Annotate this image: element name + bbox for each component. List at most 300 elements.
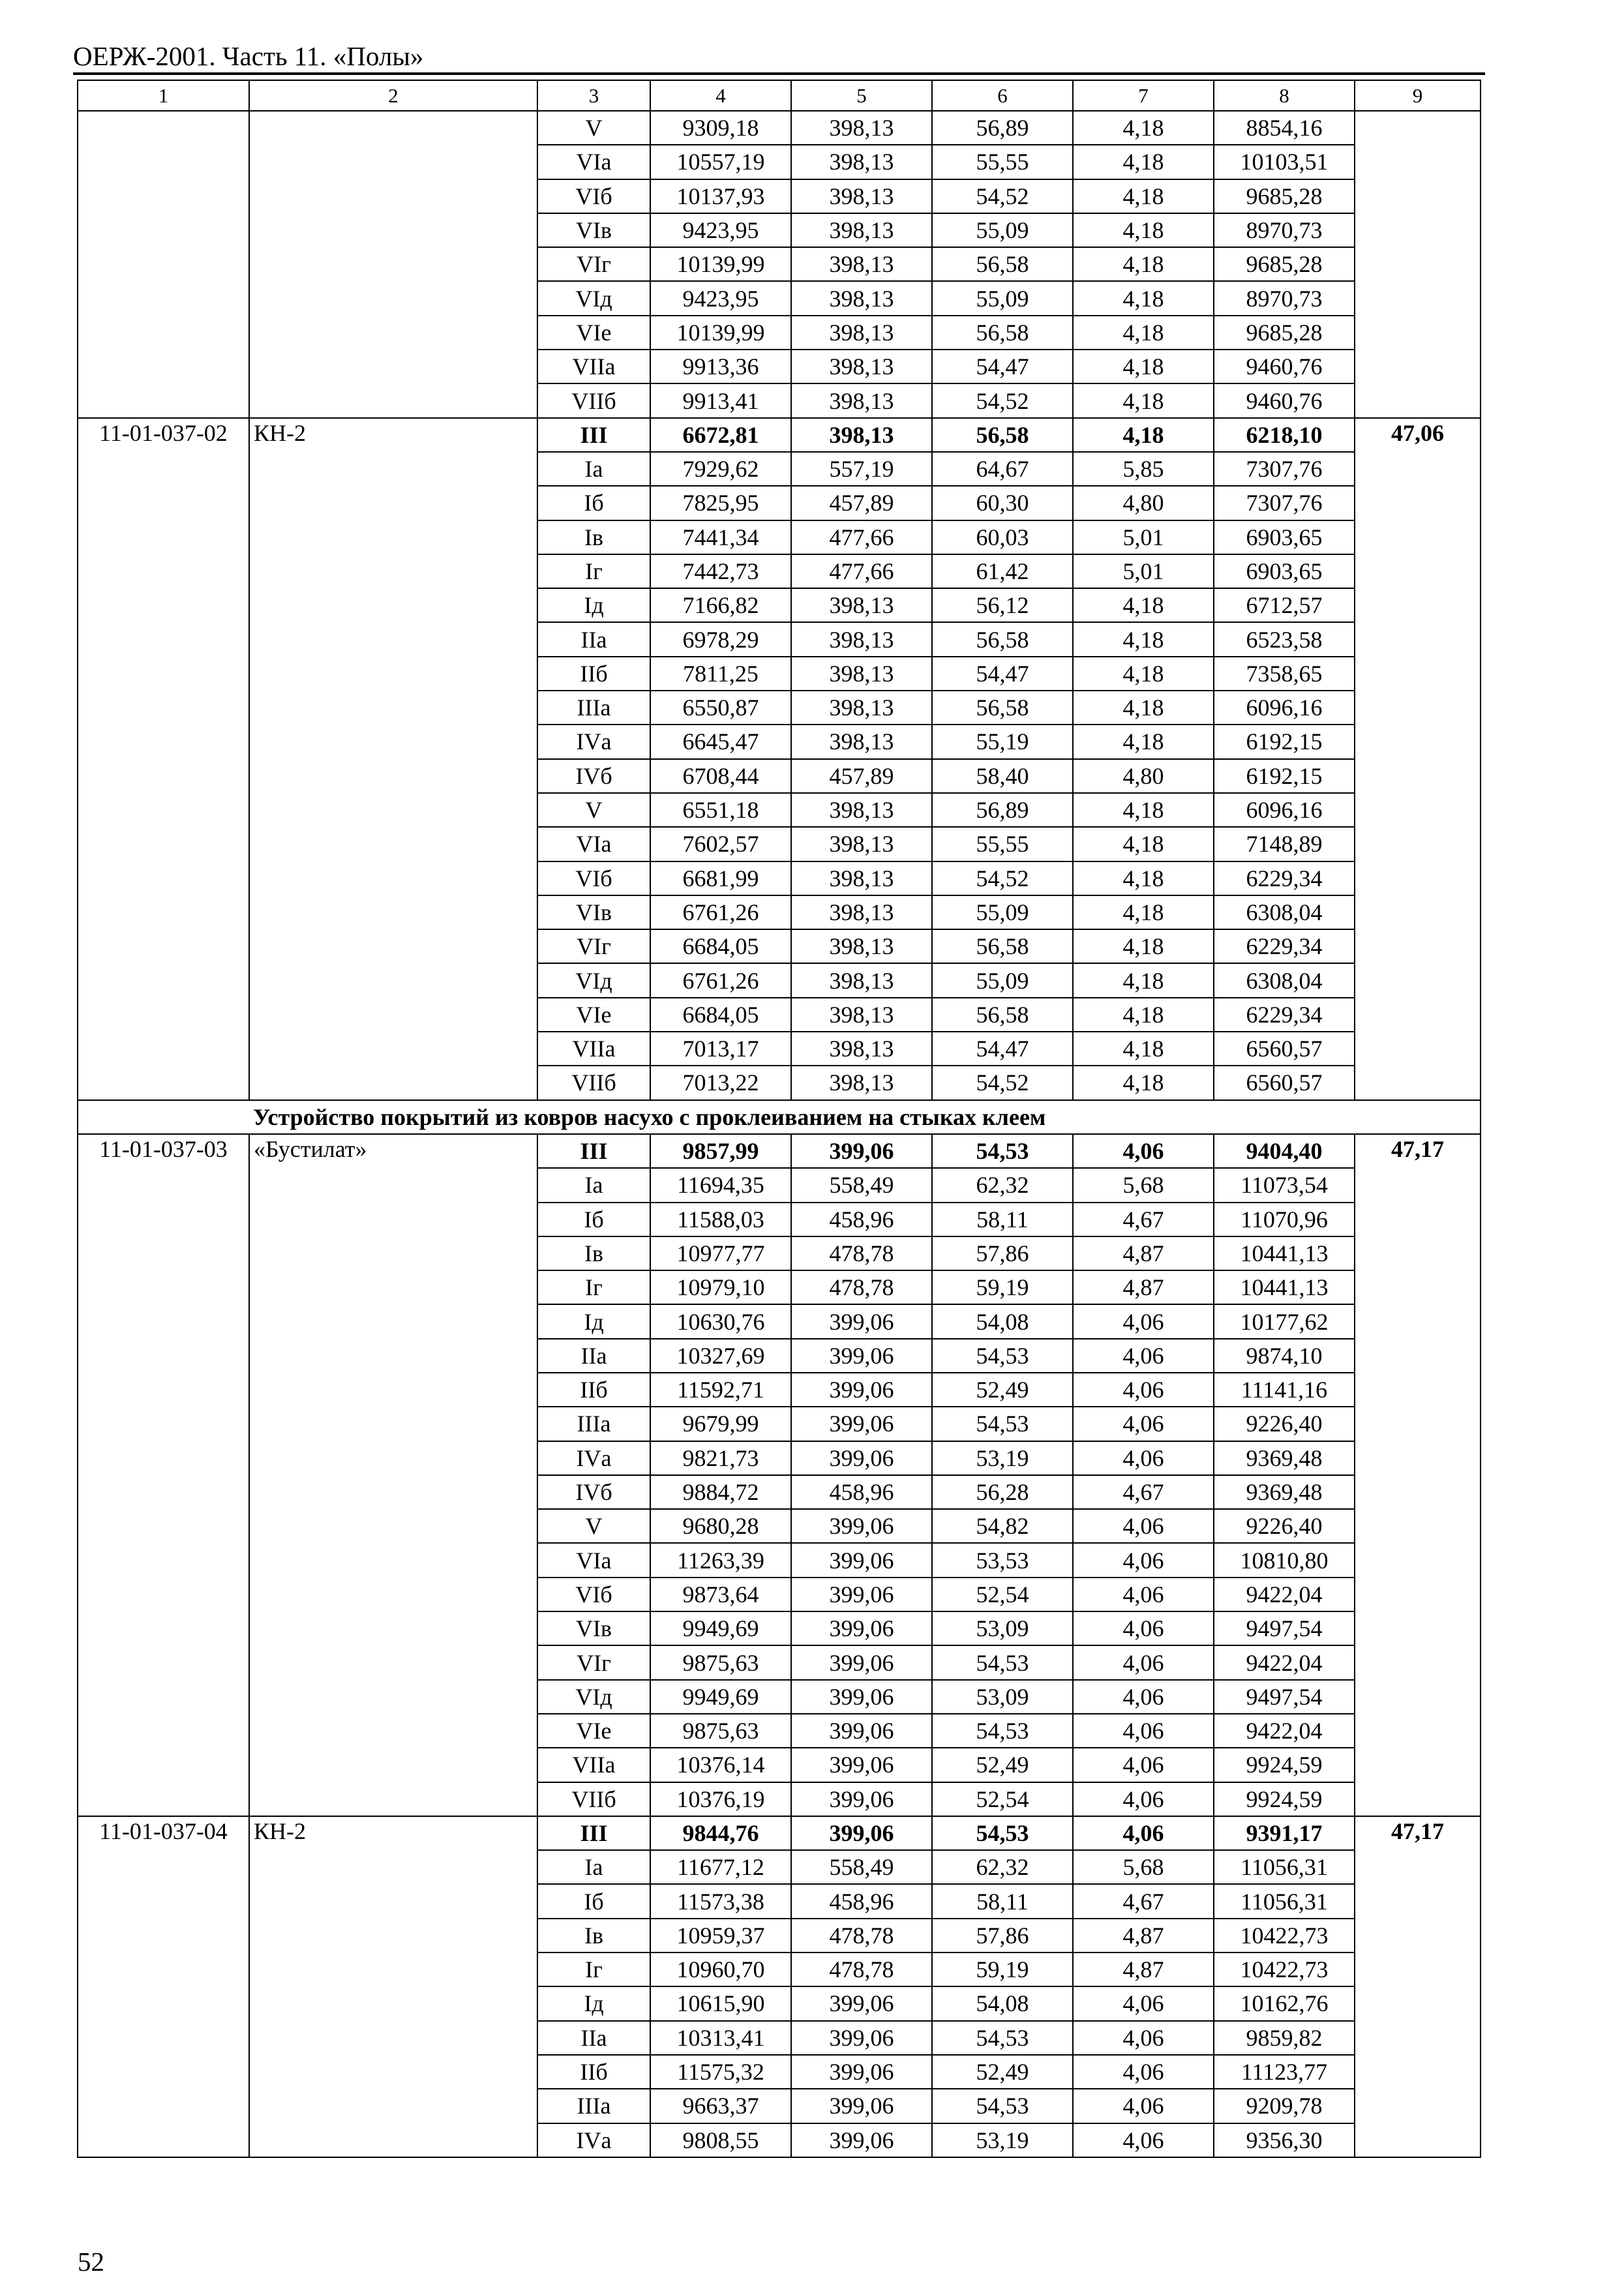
labor-cost-cell [1355,520,1481,554]
value-cell: 4,06 [1073,2123,1214,2157]
zone-cell: IVа [537,1441,650,1475]
value-cell: 54,53 [932,1339,1073,1373]
rate-code-cell [78,1407,249,1441]
table-row [78,554,1481,588]
material-name-cell [249,2055,537,2089]
value-cell: 54,52 [932,861,1073,895]
material-name-cell [249,963,537,997]
table-row [78,2089,1481,2123]
value-cell: 6308,04 [1214,895,1355,929]
value-cell: 4,18 [1073,1066,1214,1100]
zone-cell: VIIа [537,1748,650,1782]
labor-cost-cell [1355,691,1481,725]
material-name-cell [249,1782,537,1816]
material-name-cell [249,1884,537,1918]
material-name-cell [249,827,537,861]
value-cell: 399,06 [791,2123,932,2157]
rate-code-cell [78,145,249,179]
value-cell: 398,13 [791,247,932,281]
value-cell: 9884,72 [650,1475,791,1509]
value-cell: 6684,05 [650,998,791,1032]
value-cell: 4,06 [1073,1645,1214,1679]
value-cell: 7442,73 [650,554,791,588]
material-name-cell [249,1304,537,1338]
table-row [78,1304,1481,1338]
value-cell: 11588,03 [650,1203,791,1236]
material-name-cell [249,1714,537,1748]
value-cell: 10810,80 [1214,1543,1355,1577]
table-row [78,963,1481,997]
rate-code-cell [78,452,249,486]
value-cell: 56,58 [932,316,1073,350]
value-cell: 6192,15 [1214,759,1355,793]
zone-cell: VIб [537,179,650,213]
material-name-cell [249,1270,537,1304]
value-cell: 9309,18 [650,111,791,145]
value-cell: 4,18 [1073,383,1214,417]
labor-cost-cell [1355,486,1481,520]
table-row [78,281,1481,315]
value-cell: 6550,87 [650,691,791,725]
value-cell: 10422,73 [1214,1919,1355,1952]
value-cell: 9423,95 [650,281,791,315]
value-cell: 398,13 [791,929,932,963]
labor-cost-cell [1355,1714,1481,1748]
rate-code-cell [78,998,249,1032]
value-cell: 398,13 [791,725,932,758]
rate-code-cell [78,895,249,929]
table-row [78,1782,1481,1816]
value-cell: 4,80 [1073,759,1214,793]
rate-code-cell [78,179,249,213]
labor-cost-cell [1355,759,1481,793]
labor-cost-cell [1355,1066,1481,1100]
zone-cell: VIг [537,929,650,963]
table-row [78,725,1481,758]
labor-cost-cell [1355,657,1481,691]
value-cell: 5,68 [1073,1850,1214,1884]
zone-cell: VIв [537,895,650,929]
rate-code-cell [78,1168,249,1202]
value-cell: 9924,59 [1214,1748,1355,1782]
value-cell: 11677,12 [650,1850,791,1884]
table-row [78,111,1481,145]
rate-code-cell [78,1611,249,1645]
rate-code-cell [78,622,249,656]
value-cell: 4,18 [1073,998,1214,1032]
value-cell: 10376,14 [650,1748,791,1782]
material-name-cell [249,316,537,350]
labor-cost-cell [1355,1611,1481,1645]
value-cell: 4,06 [1073,1134,1214,1168]
value-cell: 398,13 [791,145,932,179]
value-cell: 9924,59 [1214,1782,1355,1816]
labor-cost-cell [1355,145,1481,179]
table-row [78,1339,1481,1373]
value-cell: 399,06 [791,1748,932,1782]
rate-code-cell [78,2055,249,2089]
table-row [78,520,1481,554]
value-cell: 52,54 [932,1578,1073,1611]
material-name-cell [249,998,537,1032]
value-cell: 11141,16 [1214,1373,1355,1407]
table-row [78,418,1481,452]
material-name-cell [249,1645,537,1679]
zone-cell: VIб [537,861,650,895]
table-row [78,2021,1481,2055]
value-cell: 398,13 [791,861,932,895]
value-cell: 7166,82 [650,588,791,622]
value-cell: 6308,04 [1214,963,1355,997]
labor-cost-cell [1355,1782,1481,1816]
value-cell: 4,18 [1073,963,1214,997]
table-row [78,486,1481,520]
table-row [78,316,1481,350]
value-cell: 9497,54 [1214,1611,1355,1645]
table-row [78,1236,1481,1270]
value-cell: 9859,82 [1214,2021,1355,2055]
value-cell: 54,53 [932,1134,1073,1168]
rate-code-cell [78,281,249,315]
material-name-cell [249,1611,537,1645]
zone-cell: VIг [537,247,650,281]
value-cell: 5,01 [1073,554,1214,588]
value-cell: 55,55 [932,827,1073,861]
labor-cost-cell [1355,1236,1481,1270]
value-cell: 4,18 [1073,725,1214,758]
table-row [78,1919,1481,1952]
zone-cell: IIб [537,657,650,691]
rate-code-cell [78,1714,249,1748]
table-row [78,1270,1481,1304]
value-cell: 399,06 [791,1441,932,1475]
column-number-cell: 6 [932,80,1073,111]
rate-code-cell [78,247,249,281]
labor-cost-cell [1355,316,1481,350]
material-name-cell [249,452,537,486]
value-cell: 458,96 [791,1475,932,1509]
rate-code-cell [78,1441,249,1475]
value-cell: 4,18 [1073,929,1214,963]
value-cell: 398,13 [791,418,932,452]
zone-cell: IIб [537,2055,650,2089]
zone-cell: VIIа [537,350,650,383]
rate-code-cell [78,2089,249,2123]
rate-code-cell [78,963,249,997]
material-name-cell [249,554,537,588]
value-cell: 54,53 [932,1816,1073,1850]
labor-cost-value: 47,17 [1391,1135,1444,1162]
value-cell: 54,52 [932,1066,1073,1100]
zone-cell: VIд [537,1680,650,1714]
value-cell: 7811,25 [650,657,791,691]
rate-code-cell: 11-01-037-04 [78,1816,249,1850]
labor-cost-cell [1355,827,1481,861]
value-cell: 7441,34 [650,520,791,554]
table-row [78,213,1481,247]
value-cell: 10441,13 [1214,1236,1355,1270]
column-number-cell: 9 [1355,80,1481,111]
labor-cost-cell [1355,383,1481,417]
material-name-cell [249,588,537,622]
value-cell: 10162,76 [1214,1986,1355,2020]
value-cell: 398,13 [791,588,932,622]
zone-cell: Iб [537,1203,650,1236]
zone-cell: IIа [537,622,650,656]
value-cell: 399,06 [791,1373,932,1407]
rate-code-cell [78,1373,249,1407]
rate-code-cell [78,350,249,383]
value-cell: 4,18 [1073,622,1214,656]
labor-cost-cell [1355,1543,1481,1577]
table-row [78,691,1481,725]
material-name-cell [249,247,537,281]
rate-code-cell [78,554,249,588]
rate-code-cell [78,1304,249,1338]
value-cell: 10630,76 [650,1304,791,1338]
table-row [78,1850,1481,1884]
zone-cell: IIб [537,1373,650,1407]
value-cell: 478,78 [791,1952,932,1986]
zone-cell: VIIб [537,383,650,417]
zone-cell: Iа [537,1168,650,1202]
value-cell: 6218,10 [1214,418,1355,452]
value-cell: 56,58 [932,247,1073,281]
value-cell: 53,53 [932,1543,1073,1577]
header-rule [73,72,1485,75]
labor-cost-cell [1355,998,1481,1032]
material-name-cell [249,1373,537,1407]
value-cell: 9422,04 [1214,1714,1355,1748]
material-name-cell: КН-2 [249,1816,537,1850]
value-cell: 9685,28 [1214,179,1355,213]
value-cell: 558,49 [791,1850,932,1884]
zone-cell: VIг [537,1645,650,1679]
rate-code-cell [78,213,249,247]
value-cell: 398,13 [791,1066,932,1100]
material-name-cell [249,111,537,145]
zone-cell: V [537,1509,650,1543]
table-row [78,350,1481,383]
zone-cell: IVб [537,1475,650,1509]
rate-code-cell [78,520,249,554]
zone-cell: III [537,1816,650,1850]
value-cell: 61,42 [932,554,1073,588]
labor-cost-cell [1355,725,1481,758]
labor-cost-cell [1355,179,1481,213]
value-cell: 399,06 [791,1611,932,1645]
table-row [78,2123,1481,2157]
value-cell: 9209,78 [1214,2089,1355,2123]
table-row [78,452,1481,486]
zone-cell: Iа [537,452,650,486]
labor-cost-cell [1355,350,1481,383]
labor-cost-cell [1355,1748,1481,1782]
zone-cell: IIIа [537,1407,650,1441]
value-cell: 54,08 [932,1304,1073,1338]
value-cell: 54,53 [932,1714,1073,1748]
labor-cost-cell [1355,1304,1481,1338]
rate-code-cell [78,827,249,861]
table-row [78,179,1481,213]
rate-code-cell [78,111,249,145]
value-cell: 4,06 [1073,1543,1214,1577]
zone-cell: VIв [537,213,650,247]
value-cell: 4,18 [1073,179,1214,213]
zone-cell: V [537,111,650,145]
table-row [78,861,1481,895]
zone-cell: Iв [537,1919,650,1952]
value-cell: 54,82 [932,1509,1073,1543]
rate-code-cell [78,1066,249,1100]
value-cell: 55,55 [932,145,1073,179]
rate-code-cell [78,759,249,793]
material-name-cell [249,1543,537,1577]
value-cell: 54,47 [932,657,1073,691]
value-cell: 478,78 [791,1270,932,1304]
labor-cost-cell [1355,1203,1481,1236]
value-cell: 54,47 [932,350,1073,383]
value-cell: 9949,69 [650,1680,791,1714]
zone-cell: Iд [537,1986,650,2020]
value-cell: 10376,19 [650,1782,791,1816]
table-row [78,1645,1481,1679]
zone-cell: Iг [537,1952,650,1986]
value-cell: 9404,40 [1214,1134,1355,1168]
value-cell: 11056,31 [1214,1884,1355,1918]
value-cell: 11070,96 [1214,1203,1355,1236]
value-cell: 55,09 [932,213,1073,247]
value-cell: 9821,73 [650,1441,791,1475]
value-cell: 458,96 [791,1203,932,1236]
value-cell: 10422,73 [1214,1952,1355,1986]
value-cell: 11073,54 [1214,1168,1355,1202]
material-name-cell [249,281,537,315]
value-cell: 60,03 [932,520,1073,554]
value-cell: 6229,34 [1214,929,1355,963]
value-cell: 6096,16 [1214,691,1355,725]
value-cell: 52,49 [932,1373,1073,1407]
material-name-cell [249,179,537,213]
value-cell: 4,87 [1073,1236,1214,1270]
labor-cost-cell [1355,281,1481,315]
value-cell: 457,89 [791,486,932,520]
value-cell: 398,13 [791,827,932,861]
value-cell: 8970,73 [1214,281,1355,315]
zone-cell: VIIа [537,1032,650,1066]
rate-code-cell [78,1919,249,1952]
page-number: 52 [78,2247,104,2277]
value-cell: 4,18 [1073,213,1214,247]
labor-cost-cell [1355,1032,1481,1066]
value-cell: 398,13 [791,657,932,691]
value-cell: 9874,10 [1214,1339,1355,1373]
material-name-cell [249,929,537,963]
table-row [78,1986,1481,2020]
column-number-cell: 7 [1073,80,1214,111]
material-name-cell [249,725,537,758]
value-cell: 9808,55 [650,2123,791,2157]
value-cell: 558,49 [791,1168,932,1202]
value-cell: 6903,65 [1214,554,1355,588]
value-cell: 56,12 [932,588,1073,622]
material-name-cell [249,486,537,520]
material-name-cell [249,1066,537,1100]
value-cell: 398,13 [791,281,932,315]
rate-code-cell [78,588,249,622]
rate-code-cell [78,316,249,350]
material-name-cell [249,520,537,554]
value-cell: 6903,65 [1214,520,1355,554]
value-cell: 7307,76 [1214,452,1355,486]
table-row [78,1748,1481,1782]
value-cell: 8970,73 [1214,213,1355,247]
value-cell: 4,06 [1073,1578,1214,1611]
value-cell: 4,06 [1073,1509,1214,1543]
value-cell: 9391,17 [1214,1816,1355,1850]
labor-cost-cell [1355,213,1481,247]
labor-cost-cell [1355,2021,1481,2055]
labor-cost-cell [1355,895,1481,929]
rate-code-cell [78,793,249,827]
value-cell: 6761,26 [650,895,791,929]
value-cell: 52,49 [932,2055,1073,2089]
zone-cell: IIIа [537,691,650,725]
labor-cost-cell [1355,2055,1481,2089]
material-name-cell [249,2123,537,2157]
material-name-cell [249,1986,537,2020]
value-cell: 398,13 [791,383,932,417]
labor-cost-cell [1355,1850,1481,1884]
value-cell: 6681,99 [650,861,791,895]
material-name-cell [249,1748,537,1782]
rate-code-cell [78,1782,249,1816]
value-cell: 4,06 [1073,1748,1214,1782]
table-row [78,1952,1481,1986]
zone-cell: IVа [537,2123,650,2157]
value-cell: 4,06 [1073,2055,1214,2089]
value-cell: 10103,51 [1214,145,1355,179]
value-cell: 54,53 [932,2021,1073,2055]
value-cell: 398,13 [791,998,932,1032]
rate-code-cell: 11-01-037-03 [78,1134,249,1168]
table-row [78,657,1481,691]
value-cell: 4,18 [1073,691,1214,725]
value-cell: 9356,30 [1214,2123,1355,2157]
table-row [78,1884,1481,1918]
value-cell: 56,58 [932,691,1073,725]
labor-cost-value: 47,06 [1391,419,1444,446]
value-cell: 6551,18 [650,793,791,827]
value-cell: 399,06 [791,2089,932,2123]
value-cell: 4,18 [1073,895,1214,929]
rates-table-body [78,80,1481,2157]
material-name-cell [249,1339,537,1373]
value-cell: 9685,28 [1214,316,1355,350]
material-name-cell [249,350,537,383]
labor-cost-cell [1355,1986,1481,2020]
zone-cell: VIд [537,963,650,997]
zone-cell: VIб [537,1578,650,1611]
value-cell: 4,18 [1073,145,1214,179]
value-cell: 6645,47 [650,725,791,758]
value-cell: 54,53 [932,1407,1073,1441]
material-name-cell [249,2089,537,2123]
value-cell: 398,13 [791,350,932,383]
value-cell: 4,06 [1073,1986,1214,2020]
value-cell: 399,06 [791,1645,932,1679]
value-cell: 5,85 [1073,452,1214,486]
